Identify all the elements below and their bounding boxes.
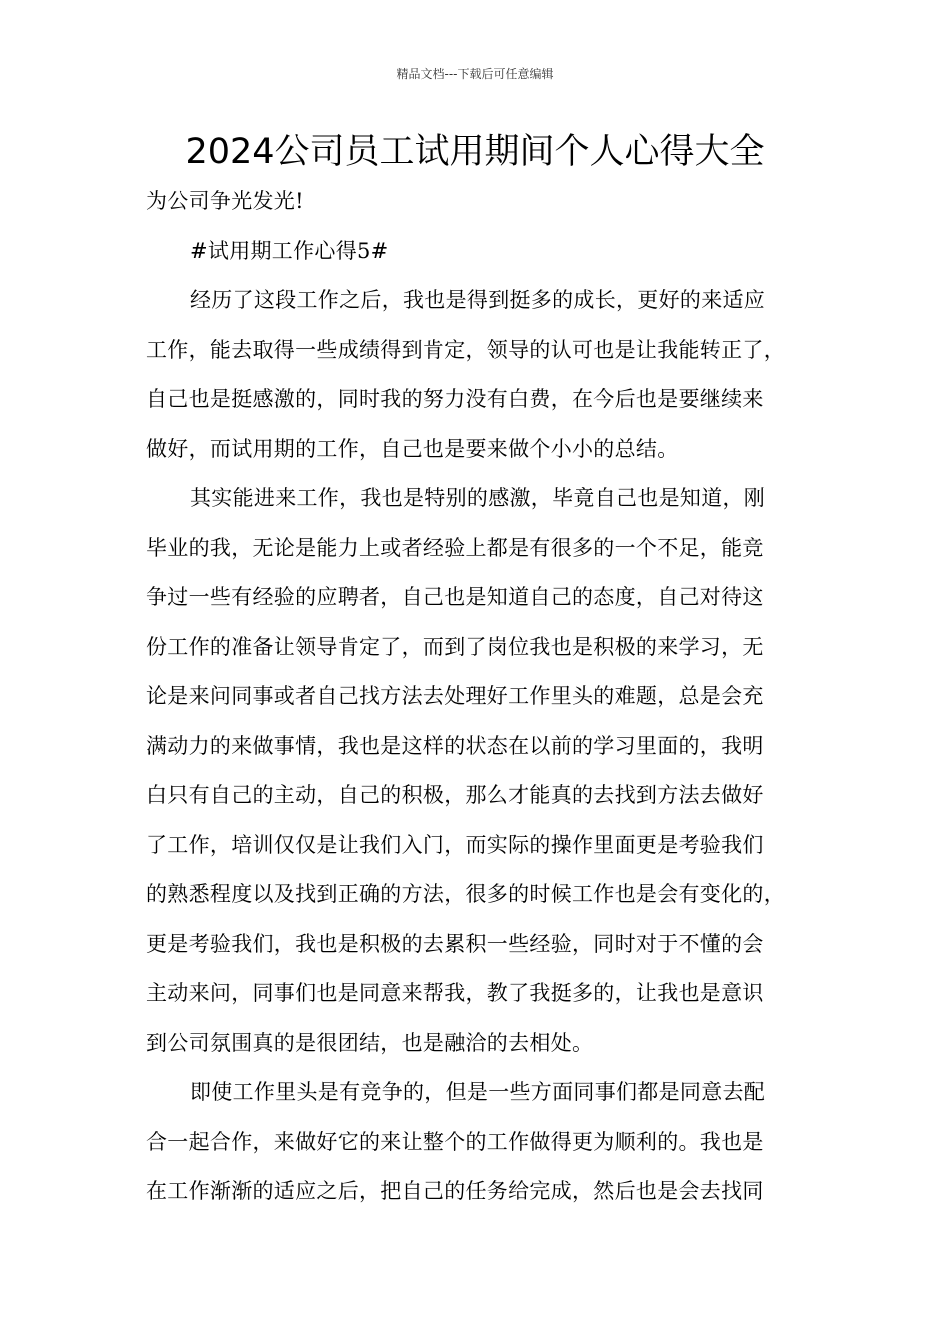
text-line: 满动力的来做事情，我也是这样的状态在以前的学习里面的，我明	[146, 733, 764, 758]
text-line: 白只有自己的主动，自己的积极，那么才能真的去找到方法去做好	[146, 783, 764, 807]
text-line: 即使工作里头是有竞争的，但是一些方面同事们都是同意去配	[190, 1080, 766, 1104]
text-line: 为公司争光发光!	[146, 189, 304, 213]
text-line: 了工作，培训仅仅是让我们入门，而实际的操作里面更是考验我们	[146, 832, 764, 857]
text-line: 在工作渐渐的适应之后，把自己的任务给完成，然后也是会去找同	[146, 1179, 764, 1203]
text-line: 合一起合作，来做好它的来让整个的工作做得更为顺利的。我也是	[146, 1129, 764, 1154]
text-line: 份工作的准备让领导肯定了，而到了岗位我也是积极的来学习，无	[146, 634, 764, 659]
text-line: 论是来问同事或者自己找方法去处理好工作里头的难题，总是会充	[146, 684, 764, 708]
text-line: 自己也是挺感激的，同时我的努力没有白费，在今后也是要继续来	[146, 387, 764, 411]
text-line: 主动来问，同事们也是同意来帮我，教了我挺多的，让我也是意识	[146, 981, 764, 1005]
text-line: 工作，能去取得一些成绩得到肯定，领导的认可也是让我能转正了，	[146, 337, 785, 362]
text-line: 毕业的我，无论是能力上或者经验上都是有很多的一个不足，能竞	[146, 535, 764, 560]
document-title: 2024公司员工试用期间个人心得大全	[185, 132, 765, 172]
document-body	[146, 180, 826, 1220]
text-line: 争过一些有经验的应聘者，自己也是知道自己的态度，自己对待这	[146, 585, 764, 609]
text-line: 到公司氛围真的是很团结，也是融洽的去相处。	[146, 1030, 594, 1055]
header-note: 精品文档---下载后可任意编辑	[396, 67, 554, 81]
text-line: 做好，而试用期的工作，自己也是要来做个小小的总结。	[146, 436, 679, 461]
text-line: 其实能进来工作，我也是特别的感激，毕竟自己也是知道，刚	[190, 486, 766, 510]
text-line: 经历了这段工作之后，我也是得到挺多的成长，更好的来适应	[190, 288, 766, 312]
text-line: 更是考验我们，我也是积极的去累积一些经验，同时对于不懂的会	[146, 931, 764, 956]
text-line: #试用期工作心得5#	[190, 238, 389, 263]
text-line: 的熟悉程度以及找到正确的方法，很多的时候工作也是会有变化的，	[146, 882, 785, 906]
